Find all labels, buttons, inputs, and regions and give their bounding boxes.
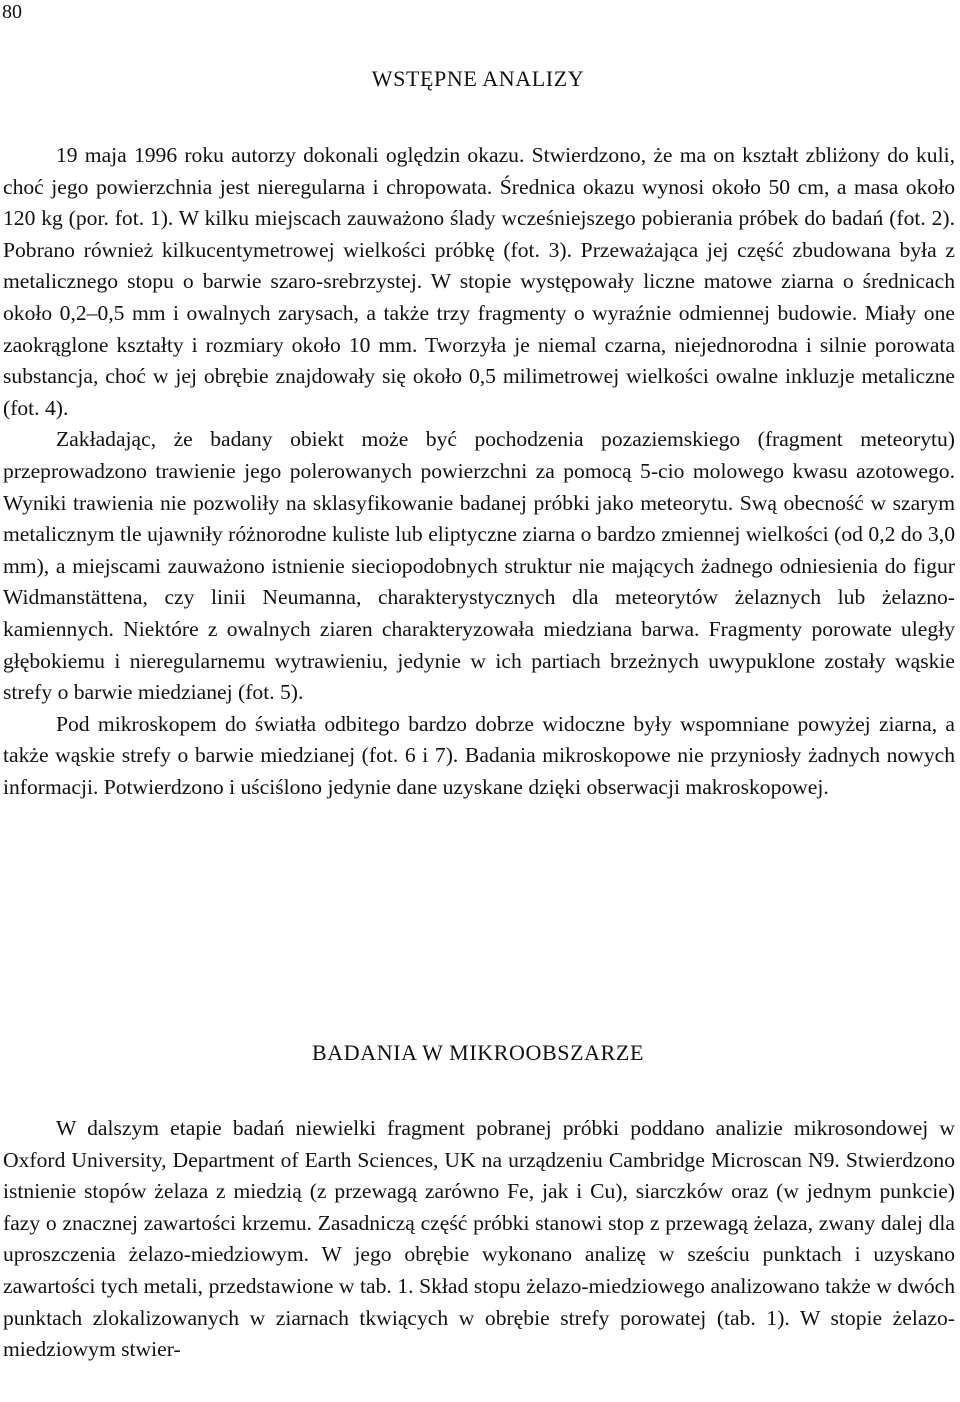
section-body-microarea-studies: [3, 1113, 955, 1366]
paragraph: Pod mikroskopem do światła odbitego bardzo dobrze widoczne były wspomniane powyżej ziarna, a także wąskie strefy o barwie miedzianej (fot. 6 i 7). Badania mikroskopowe nie przyniosły żadnych nowych informacji. Potwierdzono i uściślono jedynie dane uzyskane dzięki obserwacji makroskopowej.: [3, 711, 955, 799]
section-heading-initial-analyses: WSTĘPNE ANALIZY: [371, 66, 585, 91]
section-body-initial-analyses: [3, 140, 955, 803]
section-heading-microarea-studies: BADANIA W MIKROOBSZARZE: [311, 1040, 644, 1065]
paragraph: W dalszym etapie badań niewielki fragment pobranej próbki poddano analizie mikrosondowej w Oxford University, Department of Earth Sciences, UK na urządzeniu Cambridge Microscan N9. Stwierdzono istnienie stopów żelaza z miedzią (z przewagą zarówno Fe, jak i Cu), siarczków oraz (w jednym punkcie) fazy o znacznej zawartości krzemu. Zasadniczą część próbki stanowi stop z przewagą żelaza, zwany dalej dla uproszczenia żelazo-miedziowym. W jego obrębie wykonano analizę w sześciu punktach i uzyskano zawartości tych metali, przedstawione w tab. 1. Skład stopu żelazo-miedziowego analizowano także w dwóch punktach zlokalizowanych w ziarnach tkwiących w obrębie strefy porowatej (tab. 1). W stopie żelazo-miedziowym stwier-: [3, 1116, 955, 1362]
page-number: 80: [2, 1, 22, 23]
paragraph: 19 maja 1996 roku autorzy dokonali oględzin okazu. Stwierdzono, że ma on kształt zbliżony do kuli, choć jego powierzchnia jest nieregularna i chropowata. Średnica okazu wynosi około 50 cm, a masa około 120 kg (por. fot. 1). W kilku miejscach zauważono ślady wcześniejszego pobierania próbek do badań (fot. 2). Pobrano również kilkucentymetrowej wielkości próbkę (fot. 3). Przeważająca jej część zbudowana była z metalicznego stopu o barwie szaro-srebrzystej. W stopie występowały liczne matowe ziarna o średnicach około 0,2–0,5 mm i owalnych zarysach, a także trzy fragmenty o wyraźnie odmiennej budowie. Miały one zaokrąglone kształty i rozmiary około 10 mm. Tworzyła je niemal czarna, niejednorodna i silnie porowata substancja, choć w jej obrębie znajdowały się około 0,5 milimetrowej wielkości owalne inkluzje metaliczne (fot. 4).: [3, 143, 955, 420]
paragraph: Zakładając, że badany obiekt może być pochodzenia pozaziemskiego (fragment meteorytu) przeprowadzono trawienie jego polerowanych powierzchni za pomocą 5-cio molowego kwasu azotowego. Wyniki trawienia nie pozwoliły na sklasyfikowanie badanej próbki jako meteorytu. Swą obecność w szarym metalicznym tle ujawniły różnorodne kuliste lub eliptyczne ziarna o bardzo zmiennej wielkości (od 0,2 do 3,0 mm), a miejscami zauważono istnienie sieciopodobnych struktur nie mających żadnego odniesienia do figur Widmanstättena, czy linii Neumanna, charakterystycznych dla meteorytów żelaznych lub żelazno-kamiennych. Niektóre z owalnych ziaren charakteryzowała miedziana barwa. Fragmenty porowate uległy głębokiemu i nieregularnemu wytrawieniu, jedynie w ich partiach brzeżnych uwypuklone zostały wąskie strefy o barwie miedzianej (fot. 5).: [3, 427, 955, 705]
